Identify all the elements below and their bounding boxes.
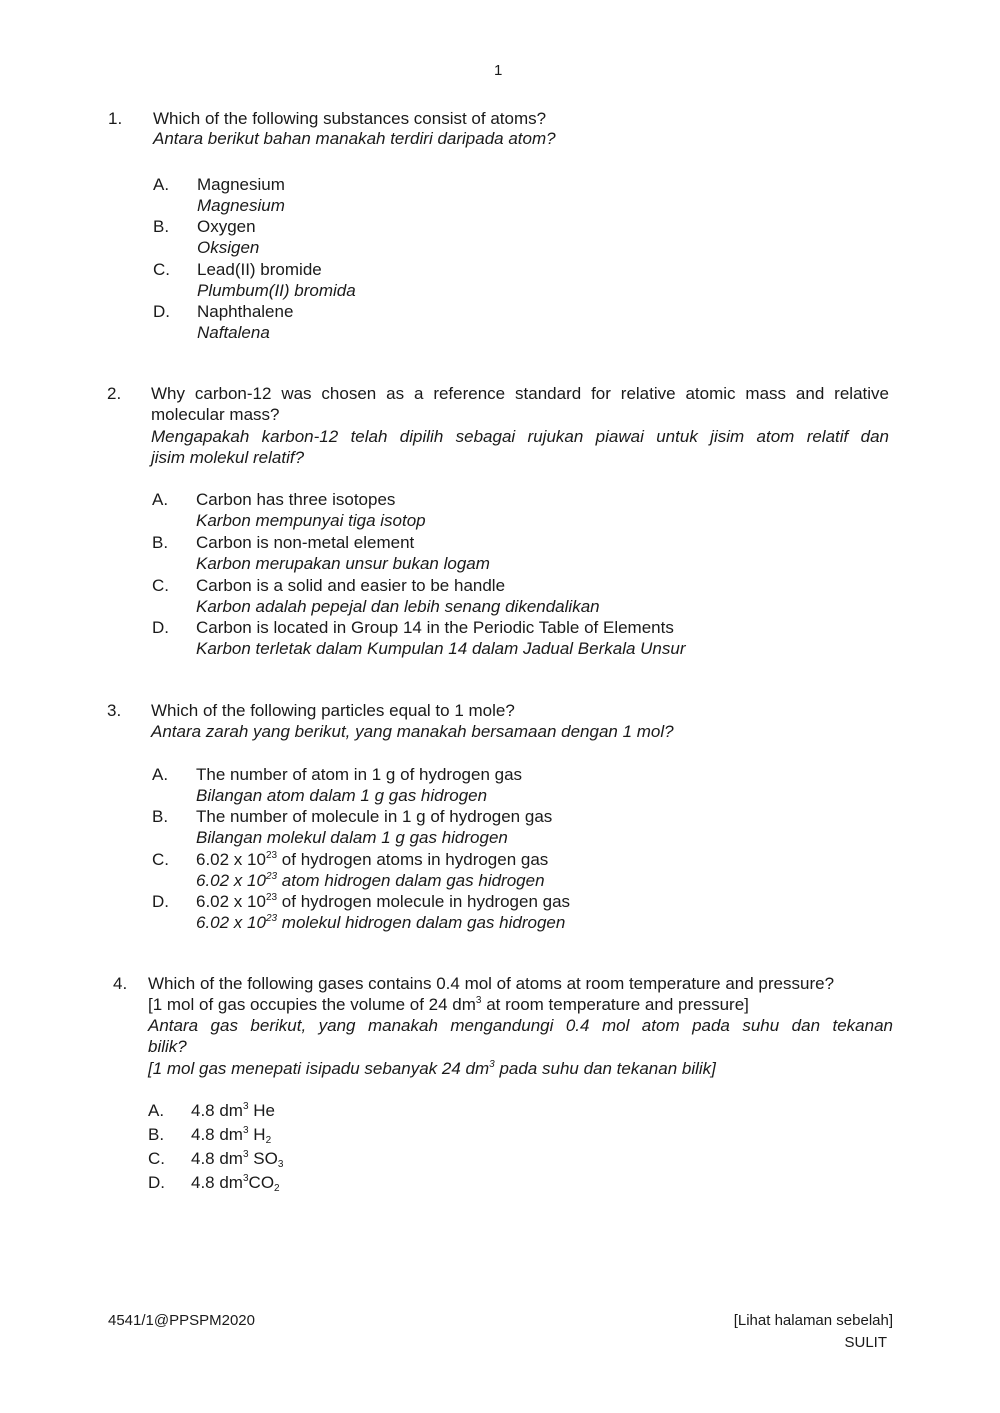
question-number: 3. — [107, 701, 122, 720]
option-text-en: Carbon is a solid and easier to be handle — [196, 576, 506, 595]
option-letter: C. — [152, 576, 169, 595]
question-text-en: Which of the following particles equal to 1 mole? — [151, 701, 515, 720]
option-text-en: Carbon is non-metal element — [196, 533, 415, 552]
option-text-ms: Bilangan atom dalam 1 g gas hidrogen — [196, 786, 488, 805]
exponent: 23 — [265, 913, 278, 924]
option-letter: D. — [153, 302, 170, 321]
exponent: 23 — [265, 850, 278, 861]
note-text-rest: at room temperature and pressure] — [481, 995, 749, 1014]
option-text-en: Carbon is located in Group 14 in the Periodic Table of Elements — [196, 618, 674, 637]
option-text — [191, 1172, 280, 1193]
cube-exponent: 3 — [242, 1173, 249, 1184]
option-text — [191, 1148, 283, 1169]
page-number: 1 — [494, 62, 503, 79]
volume: 4.8 dm — [191, 1149, 243, 1168]
cube-exponent: 3 — [489, 1059, 495, 1070]
option-text-en: Carbon has three isotopes — [196, 490, 396, 509]
question-text-ms: Antara zarah yang berikut, yang manakah bersamaan dengan 1 mol? — [151, 722, 674, 741]
question-text-ms-cont: bilik? — [148, 1037, 187, 1056]
option-letter: B. — [148, 1125, 165, 1144]
exponent: 23 — [265, 892, 278, 903]
option-text-ms — [196, 912, 565, 933]
next-page-note: [Lihat halaman sebelah] — [733, 1312, 893, 1329]
option-text-en — [196, 849, 548, 870]
question-text-ms: Antara gas berikut, yang manakah mengandungi 0.4 mol atom pada suhu dan tekanan — [148, 1016, 893, 1035]
gas-formula: He — [253, 1101, 276, 1120]
gas-formula: CO — [248, 1173, 275, 1192]
option-letter: D. — [152, 892, 169, 911]
cube-exponent: 3 — [242, 1101, 249, 1112]
question-text-ms-cont: jisim molekul relatif? — [151, 448, 305, 467]
option-text — [191, 1100, 275, 1121]
option-letter: A. — [152, 765, 169, 784]
option-rest: of hydrogen molecule in hydrogen gas — [277, 892, 571, 911]
option-letter: C. — [148, 1149, 165, 1168]
paper-code: 4541/1@PPSPM2020 — [108, 1312, 255, 1329]
scientific-base: 6.02 x 10 — [196, 892, 266, 911]
option-text-en: Oxygen — [197, 217, 256, 236]
scientific-base: 6.02 x 10 — [196, 871, 266, 890]
note-text-rest: pada suhu dan tekanan bilik] — [494, 1059, 716, 1078]
gas-formula: H — [253, 1125, 266, 1144]
question-text-ms: Antara berikut bahan manakah terdiri daripada atom? — [153, 129, 556, 148]
option-letter: B. — [152, 533, 169, 552]
option-text-ms: Karbon merupakan unsur bukan logam — [196, 554, 490, 573]
question-text-en: Which of the following gases contains 0.4 mol of atoms at room temperature and pressure? — [148, 974, 835, 993]
option-text-ms: Naftalena — [197, 323, 270, 342]
option-text-en — [196, 891, 570, 912]
option-rest: atom hidrogen dalam gas hidrogen — [277, 871, 545, 890]
question-number: 1. — [108, 109, 123, 128]
option-text-en: The number of atom in 1 g of hydrogen gas — [196, 765, 523, 784]
volume: 4.8 dm — [191, 1173, 243, 1192]
option-text-ms: Karbon adalah pepejal dan lebih senang dikendalikan — [196, 597, 600, 616]
option-rest: molekul hidrogen dalam gas hidrogen — [277, 913, 566, 932]
option-text-en: Magnesium — [197, 175, 285, 194]
option-letter: A. — [152, 490, 169, 509]
option-text-en: Lead(II) bromide — [197, 260, 322, 279]
option-text-ms — [196, 870, 545, 891]
question-text-en-cont: molecular mass? — [151, 405, 280, 424]
exponent: 23 — [265, 871, 278, 882]
option-text-ms: Plumbum(II) bromida — [197, 281, 356, 300]
question-number: 2. — [107, 384, 122, 403]
note-text: [1 mol gas menepati isipadu sebanyak 24 dm — [148, 1059, 490, 1078]
question-note-en — [148, 994, 749, 1015]
classification: SULIT — [844, 1334, 887, 1351]
option-text-ms: Karbon terletak dalam Kumpulan 14 dalam Jadual Berkala Unsur — [196, 639, 686, 658]
cube-exponent: 3 — [475, 995, 482, 1006]
scientific-base: 6.02 x 10 — [196, 913, 266, 932]
question-note-ms — [148, 1058, 716, 1079]
option-letter: B. — [153, 217, 170, 236]
option-letter: B. — [152, 807, 169, 826]
option-letter: D. — [152, 618, 169, 637]
option-text-ms: Oksigen — [197, 238, 260, 257]
subscript: 2 — [274, 1183, 280, 1194]
subscript: 3 — [277, 1159, 284, 1170]
gas-formula: SO — [253, 1149, 278, 1168]
option-text-en: Naphthalene — [197, 302, 294, 321]
note-text: [1 mol of gas occupies the volume of 24 dm — [148, 995, 476, 1014]
option-letter: A. — [153, 175, 170, 194]
option-rest: of hydrogen atoms in hydrogen gas — [277, 850, 549, 869]
question-number: 4. — [113, 974, 128, 993]
option-letter: D. — [148, 1173, 165, 1192]
option-text-ms: Bilangan molekul dalam 1 g gas hidrogen — [196, 828, 508, 847]
cube-exponent: 3 — [242, 1125, 249, 1136]
option-text-ms: Karbon mempunyai tiga isotop — [196, 511, 426, 530]
option-letter: C. — [152, 850, 169, 869]
question-text-en: Which of the following substances consist of atoms? — [153, 109, 547, 128]
option-text — [191, 1124, 271, 1145]
volume: 4.8 dm — [191, 1101, 243, 1120]
subscript: 2 — [265, 1135, 272, 1146]
option-text-ms: Magnesium — [197, 196, 285, 215]
option-letter: C. — [153, 260, 170, 279]
question-text-en: Why carbon-12 was chosen as a reference standard for relative atomic mass and relative — [151, 384, 889, 403]
option-letter: A. — [148, 1101, 165, 1120]
cube-exponent: 3 — [242, 1149, 249, 1160]
scientific-base: 6.02 x 10 — [196, 850, 266, 869]
question-text-ms: Mengapakah karbon-12 telah dipilih sebagai rujukan piawai untuk jisim atom relatif dan — [151, 427, 889, 446]
option-text-en: The number of molecule in 1 g of hydrogen gas — [196, 807, 553, 826]
volume: 4.8 dm — [191, 1125, 243, 1144]
